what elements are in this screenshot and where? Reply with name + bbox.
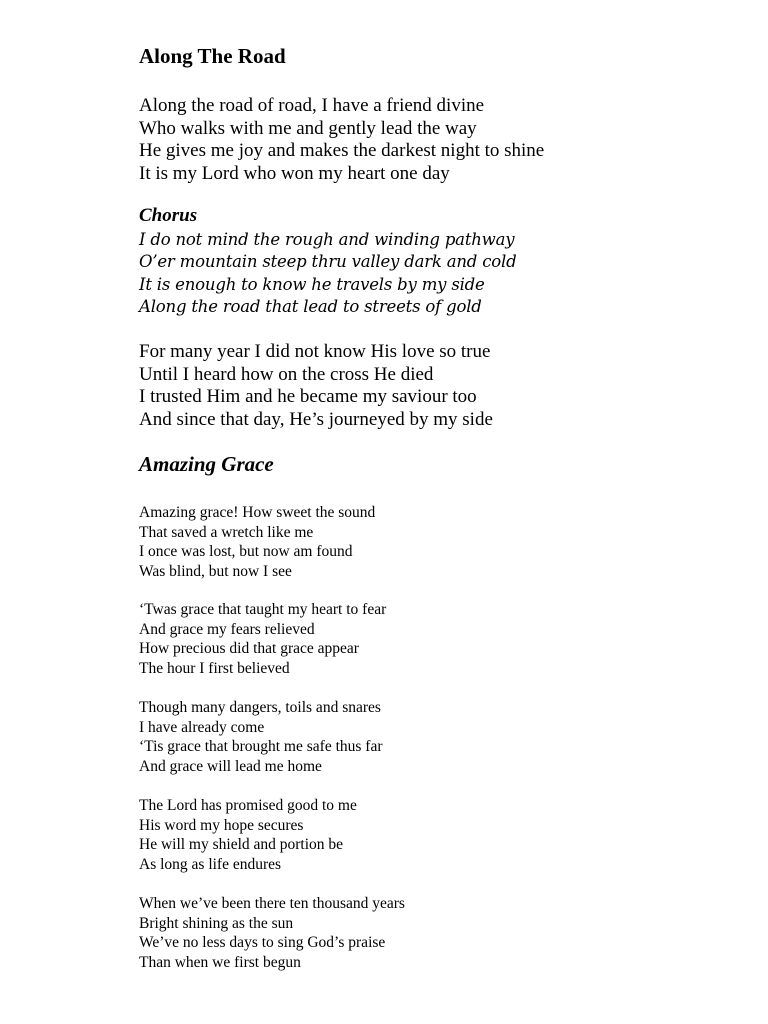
lyric-line: The Lord has promised good to me [139, 797, 357, 814]
verse [139, 796, 357, 874]
chorus-label: Chorus [139, 205, 198, 226]
lyric-line: I once was lost, but now am found [139, 543, 353, 561]
verse [139, 341, 493, 431]
verse [139, 698, 383, 776]
lyric-line: He will my shield and portion be [139, 836, 344, 854]
lyric-line: Along the road that lead to streets of gold [139, 296, 482, 316]
chorus [139, 229, 516, 318]
lyric-line: Was blind, but now I see [139, 562, 292, 580]
song-title: Along The Road [139, 44, 286, 68]
lyric-line: I have already come [139, 718, 265, 736]
lyric-line: It is enough to know he travels by my side [139, 274, 485, 294]
lyric-line: Along the road of road, I have a friend divine [139, 95, 485, 116]
lyric-line: Who walks with me and gently lead the way [139, 117, 477, 139]
lyric-line: How precious did that grace appear [139, 640, 359, 658]
lyric-line: The hour I first believed [139, 659, 290, 677]
song-title: Amazing Grace [139, 452, 274, 476]
lyric-line: And since that day, He’s journeyed by my side [139, 408, 493, 430]
lyric-line: And grace my fears relieved [139, 620, 315, 638]
lyric-line: I trusted Him and he became my saviour too [139, 386, 477, 407]
lyric-line: Though many dangers, toils and snares [139, 699, 381, 716]
lyric-line: We’ve no less days to sing God’s praise [139, 934, 386, 952]
lyric-line: And grace will lead me home [139, 757, 322, 775]
lyric-line: Until I heard how on the cross He died [139, 363, 434, 385]
lyric-line: He gives me joy and makes the darkest night to shine [139, 140, 545, 161]
verse [139, 95, 544, 185]
lyric-line: It is my Lord who won my heart one day [139, 162, 450, 184]
verse [139, 600, 386, 678]
lyric-line: Bright shining as the sun [139, 914, 294, 932]
lyric-line: That saved a wretch like me [139, 523, 314, 541]
lyric-line: For many year I did not know His love so true [139, 341, 491, 362]
verse [139, 503, 375, 581]
lyric-line: When we’ve been there ten thousand years [139, 895, 405, 912]
lyric-line: As long as life endures [139, 855, 282, 873]
lyric-line: O’er mountain steep thru valley dark and cold [139, 252, 517, 272]
verse [139, 894, 405, 972]
lyric-line: Than when we first begun [139, 953, 301, 971]
lyric-line: ‘Twas grace that taught my heart to fear [139, 601, 387, 618]
lyric-line: ‘Tis grace that brought me safe thus far [139, 738, 383, 756]
lyric-line: Amazing grace! How sweet the sound [139, 504, 376, 521]
lyric-line: I do not mind the rough and winding pathway [139, 230, 515, 249]
lyric-line: His word my hope secures [139, 816, 304, 834]
